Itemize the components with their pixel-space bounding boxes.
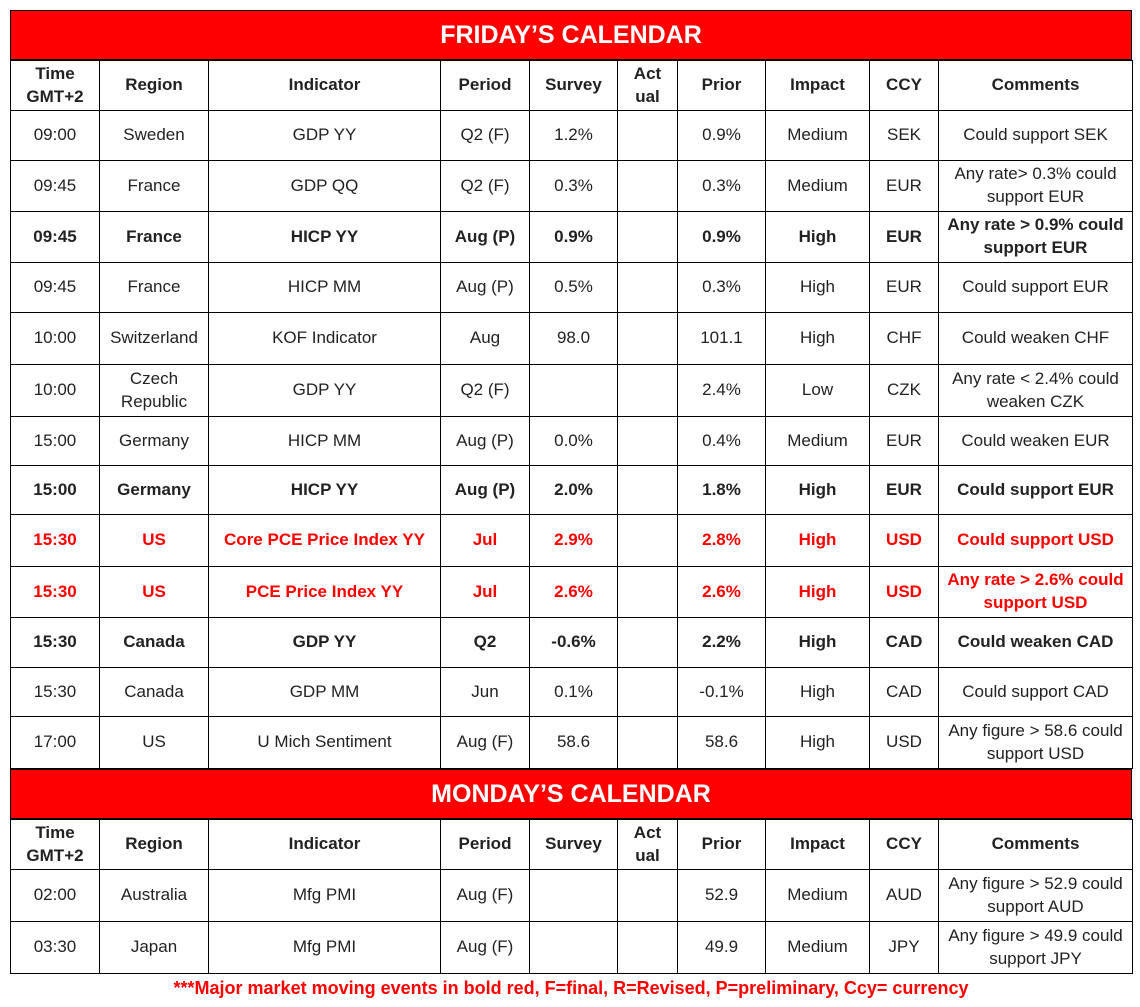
- header-prior: Prior: [678, 820, 766, 870]
- cell-actual: [618, 668, 678, 717]
- cell-prior: 2.4%: [678, 365, 766, 417]
- cell-actual: [618, 922, 678, 974]
- friday-calendar-title: FRIDAY’S CALENDAR: [10, 10, 1132, 60]
- cell-survey: 1.2%: [530, 111, 618, 161]
- cell-comments: Could support SEK: [939, 111, 1133, 161]
- cell-impact: High: [766, 212, 870, 263]
- table-row: [11, 668, 1133, 717]
- cell-comments: Could weaken EUR: [939, 417, 1133, 466]
- monday-header-row: [11, 820, 1133, 870]
- cell-region: France: [100, 212, 209, 263]
- cell-indicator: GDP YY: [209, 365, 441, 417]
- cell-prior: 0.9%: [678, 111, 766, 161]
- header-prior: Prior: [678, 61, 766, 111]
- cell-comments: Any rate < 2.4% could weaken CZK: [939, 365, 1133, 417]
- table-row: [11, 466, 1133, 515]
- cell-ccy: EUR: [870, 466, 939, 515]
- cell-actual: [618, 161, 678, 212]
- cell-ccy: CZK: [870, 365, 939, 417]
- cell-ccy: USD: [870, 717, 939, 769]
- cell-indicator: HICP YY: [209, 212, 441, 263]
- monday-calendar-title: MONDAY’S CALENDAR: [10, 769, 1132, 819]
- cell-period: Aug (F): [441, 922, 530, 974]
- cell-indicator: GDP YY: [209, 618, 441, 668]
- cell-survey: 58.6: [530, 717, 618, 769]
- cell-region: Australia: [100, 870, 209, 922]
- header-region: Region: [100, 61, 209, 111]
- cell-time: 09:45: [11, 161, 100, 212]
- cell-comments: Could weaken CHF: [939, 313, 1133, 365]
- cell-actual: [618, 417, 678, 466]
- table-row: [11, 365, 1133, 417]
- cell-time: 03:30: [11, 922, 100, 974]
- cell-actual: [618, 717, 678, 769]
- cell-ccy: EUR: [870, 161, 939, 212]
- cell-comments: Any figure > 58.6 could support USD: [939, 717, 1133, 769]
- cell-impact: Medium: [766, 922, 870, 974]
- cell-impact: Medium: [766, 417, 870, 466]
- cell-time: 10:00: [11, 313, 100, 365]
- cell-survey: 2.9%: [530, 515, 618, 567]
- header-ccy: CCY: [870, 61, 939, 111]
- cell-prior: 49.9: [678, 922, 766, 974]
- cell-comments: Any rate > 0.9% could support EUR: [939, 212, 1133, 263]
- table-row: [11, 922, 1133, 974]
- cell-survey: 2.6%: [530, 567, 618, 618]
- cell-survey: 0.3%: [530, 161, 618, 212]
- header-time: Time GMT+2: [11, 61, 100, 111]
- cell-comments: Could support EUR: [939, 466, 1133, 515]
- cell-time: 15:30: [11, 618, 100, 668]
- cell-survey: 98.0: [530, 313, 618, 365]
- header-actual: Act ual: [618, 820, 678, 870]
- cell-survey: -0.6%: [530, 618, 618, 668]
- cell-impact: High: [766, 717, 870, 769]
- header-ccy: CCY: [870, 820, 939, 870]
- table-row: [11, 111, 1133, 161]
- cell-indicator: Mfg PMI: [209, 922, 441, 974]
- cell-indicator: GDP MM: [209, 668, 441, 717]
- cell-comments: Could weaken CAD: [939, 618, 1133, 668]
- cell-period: Aug (F): [441, 717, 530, 769]
- cell-region: Sweden: [100, 111, 209, 161]
- cell-ccy: CAD: [870, 618, 939, 668]
- friday-header-row: [11, 61, 1133, 111]
- table-row: [11, 870, 1133, 922]
- cell-region: US: [100, 515, 209, 567]
- cell-indicator: Core PCE Price Index YY: [209, 515, 441, 567]
- cell-survey: [530, 922, 618, 974]
- cell-prior: 0.9%: [678, 212, 766, 263]
- cell-actual: [618, 567, 678, 618]
- cell-region: France: [100, 263, 209, 313]
- table-row: [11, 417, 1133, 466]
- cell-prior: -0.1%: [678, 668, 766, 717]
- cell-indicator: Mfg PMI: [209, 870, 441, 922]
- cell-time: 15:00: [11, 466, 100, 515]
- cell-prior: 101.1: [678, 313, 766, 365]
- table-row: [11, 515, 1133, 567]
- cell-actual: [618, 870, 678, 922]
- cell-period: Jul: [441, 567, 530, 618]
- table-row: [11, 263, 1133, 313]
- monday-calendar-table: [10, 819, 1133, 974]
- header-impact: Impact: [766, 820, 870, 870]
- cell-ccy: EUR: [870, 263, 939, 313]
- header-period: Period: [441, 61, 530, 111]
- cell-ccy: JPY: [870, 922, 939, 974]
- cell-time: 09:45: [11, 263, 100, 313]
- cell-ccy: CHF: [870, 313, 939, 365]
- cell-impact: Medium: [766, 111, 870, 161]
- header-region: Region: [100, 820, 209, 870]
- cell-period: Aug (F): [441, 870, 530, 922]
- cell-impact: High: [766, 263, 870, 313]
- cell-survey: 0.0%: [530, 417, 618, 466]
- cell-impact: High: [766, 466, 870, 515]
- cell-comments: Could support CAD: [939, 668, 1133, 717]
- cell-survey: 0.1%: [530, 668, 618, 717]
- header-indicator: Indicator: [209, 820, 441, 870]
- cell-period: Q2 (F): [441, 161, 530, 212]
- cell-indicator: KOF Indicator: [209, 313, 441, 365]
- cell-prior: 58.6: [678, 717, 766, 769]
- table-row: [11, 567, 1133, 618]
- header-comments: Comments: [939, 61, 1133, 111]
- cell-actual: [618, 365, 678, 417]
- cell-prior: 0.3%: [678, 161, 766, 212]
- cell-prior: 52.9: [678, 870, 766, 922]
- cell-time: 09:45: [11, 212, 100, 263]
- header-impact: Impact: [766, 61, 870, 111]
- cell-ccy: USD: [870, 515, 939, 567]
- cell-actual: [618, 618, 678, 668]
- cell-period: Jul: [441, 515, 530, 567]
- cell-time: 09:00: [11, 111, 100, 161]
- cell-period: Q2: [441, 618, 530, 668]
- cell-actual: [618, 212, 678, 263]
- cell-time: 15:30: [11, 515, 100, 567]
- cell-survey: 0.9%: [530, 212, 618, 263]
- cell-time: 15:30: [11, 567, 100, 618]
- cell-ccy: AUD: [870, 870, 939, 922]
- cell-prior: 0.4%: [678, 417, 766, 466]
- cell-time: 02:00: [11, 870, 100, 922]
- cell-period: Q2 (F): [441, 111, 530, 161]
- header-actual: Act ual: [618, 61, 678, 111]
- cell-ccy: SEK: [870, 111, 939, 161]
- table-row: [11, 618, 1133, 668]
- cell-impact: Low: [766, 365, 870, 417]
- cell-region: Canada: [100, 618, 209, 668]
- cell-indicator: GDP QQ: [209, 161, 441, 212]
- table-row: [11, 717, 1133, 769]
- cell-comments: Could support USD: [939, 515, 1133, 567]
- cell-region: Germany: [100, 466, 209, 515]
- cell-survey: [530, 870, 618, 922]
- cell-prior: 2.6%: [678, 567, 766, 618]
- cell-period: Aug (P): [441, 263, 530, 313]
- table-row: [11, 161, 1133, 212]
- cell-prior: 2.2%: [678, 618, 766, 668]
- cell-time: 10:00: [11, 365, 100, 417]
- header-time: Time GMT+2: [11, 820, 100, 870]
- cell-ccy: USD: [870, 567, 939, 618]
- header-survey: Survey: [530, 820, 618, 870]
- cell-indicator: HICP MM: [209, 417, 441, 466]
- header-comments: Comments: [939, 820, 1133, 870]
- cell-time: 17:00: [11, 717, 100, 769]
- cell-prior: 0.3%: [678, 263, 766, 313]
- header-indicator: Indicator: [209, 61, 441, 111]
- cell-comments: Any figure > 52.9 could support AUD: [939, 870, 1133, 922]
- cell-impact: High: [766, 515, 870, 567]
- cell-comments: Any rate > 2.6% could support USD: [939, 567, 1133, 618]
- cell-ccy: EUR: [870, 417, 939, 466]
- header-period: Period: [441, 820, 530, 870]
- cell-actual: [618, 515, 678, 567]
- cell-indicator: GDP YY: [209, 111, 441, 161]
- cell-time: 15:00: [11, 417, 100, 466]
- cell-impact: High: [766, 618, 870, 668]
- cell-region: France: [100, 161, 209, 212]
- calendar-document: [10, 10, 1132, 999]
- cell-actual: [618, 263, 678, 313]
- cell-comments: Could support EUR: [939, 263, 1133, 313]
- cell-indicator: HICP MM: [209, 263, 441, 313]
- cell-comments: Any rate> 0.3% could support EUR: [939, 161, 1133, 212]
- cell-impact: Medium: [766, 161, 870, 212]
- cell-region: Japan: [100, 922, 209, 974]
- cell-impact: High: [766, 668, 870, 717]
- cell-impact: High: [766, 313, 870, 365]
- cell-actual: [618, 111, 678, 161]
- cell-indicator: HICP YY: [209, 466, 441, 515]
- cell-ccy: EUR: [870, 212, 939, 263]
- cell-region: US: [100, 717, 209, 769]
- cell-prior: 1.8%: [678, 466, 766, 515]
- cell-region: US: [100, 567, 209, 618]
- cell-region: Canada: [100, 668, 209, 717]
- cell-survey: [530, 365, 618, 417]
- cell-comments: Any figure > 49.9 could support JPY: [939, 922, 1133, 974]
- cell-period: Jun: [441, 668, 530, 717]
- table-row: [11, 212, 1133, 263]
- cell-indicator: PCE Price Index YY: [209, 567, 441, 618]
- cell-survey: 0.5%: [530, 263, 618, 313]
- cell-indicator: U Mich Sentiment: [209, 717, 441, 769]
- cell-ccy: CAD: [870, 668, 939, 717]
- friday-calendar-table: [10, 60, 1133, 769]
- cell-period: Aug: [441, 313, 530, 365]
- cell-actual: [618, 466, 678, 515]
- cell-time: 15:30: [11, 668, 100, 717]
- footer-note: ***Major market moving events in bold red, F=final, R=Revised, P=preliminary, Ccy= currency: [173, 978, 969, 998]
- cell-impact: High: [766, 567, 870, 618]
- table-row: [11, 313, 1133, 365]
- cell-period: Aug (P): [441, 466, 530, 515]
- cell-period: Q2 (F): [441, 365, 530, 417]
- cell-region: Czech Republic: [100, 365, 209, 417]
- cell-impact: Medium: [766, 870, 870, 922]
- cell-actual: [618, 313, 678, 365]
- cell-period: Aug (P): [441, 417, 530, 466]
- cell-region: Germany: [100, 417, 209, 466]
- cell-region: Switzerland: [100, 313, 209, 365]
- header-survey: Survey: [530, 61, 618, 111]
- cell-prior: 2.8%: [678, 515, 766, 567]
- cell-survey: 2.0%: [530, 466, 618, 515]
- cell-period: Aug (P): [441, 212, 530, 263]
